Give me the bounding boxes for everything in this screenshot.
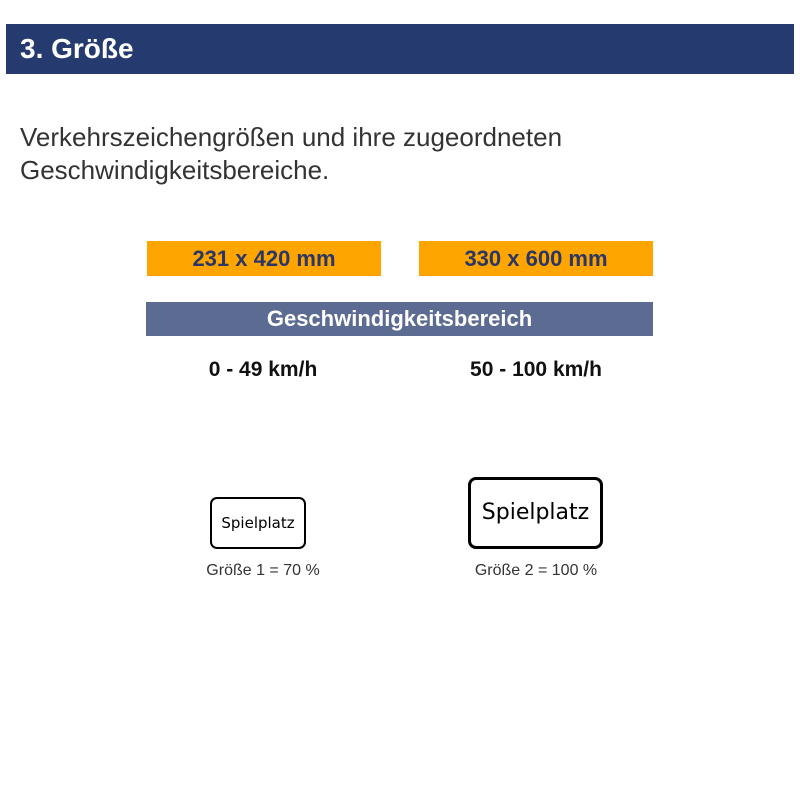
sign-spielplatz-large: Spielplatz [468,477,603,549]
size-caption-1: Größe 1 = 70 % [206,562,320,579]
speed-range-2: 50 - 100 km/h [470,358,602,381]
sign-spielplatz-small: Spielplatz [210,497,306,549]
size-badge-1: 231 x 420 mm [147,241,381,276]
section-header [6,24,794,74]
speed-range-header: Geschwindigkeitsbereich [146,302,653,336]
size-caption-2: Größe 2 = 100 % [474,562,598,579]
size-badge-2: 330 x 600 mm [419,241,653,276]
section-title: 3. Größe [20,33,134,64]
speed-range-1: 0 - 49 km/h [208,358,318,381]
intro-text: Verkehrszeichengrößen und ihre zugeordneten Geschwindigkeitsbereiche. [20,122,563,185]
